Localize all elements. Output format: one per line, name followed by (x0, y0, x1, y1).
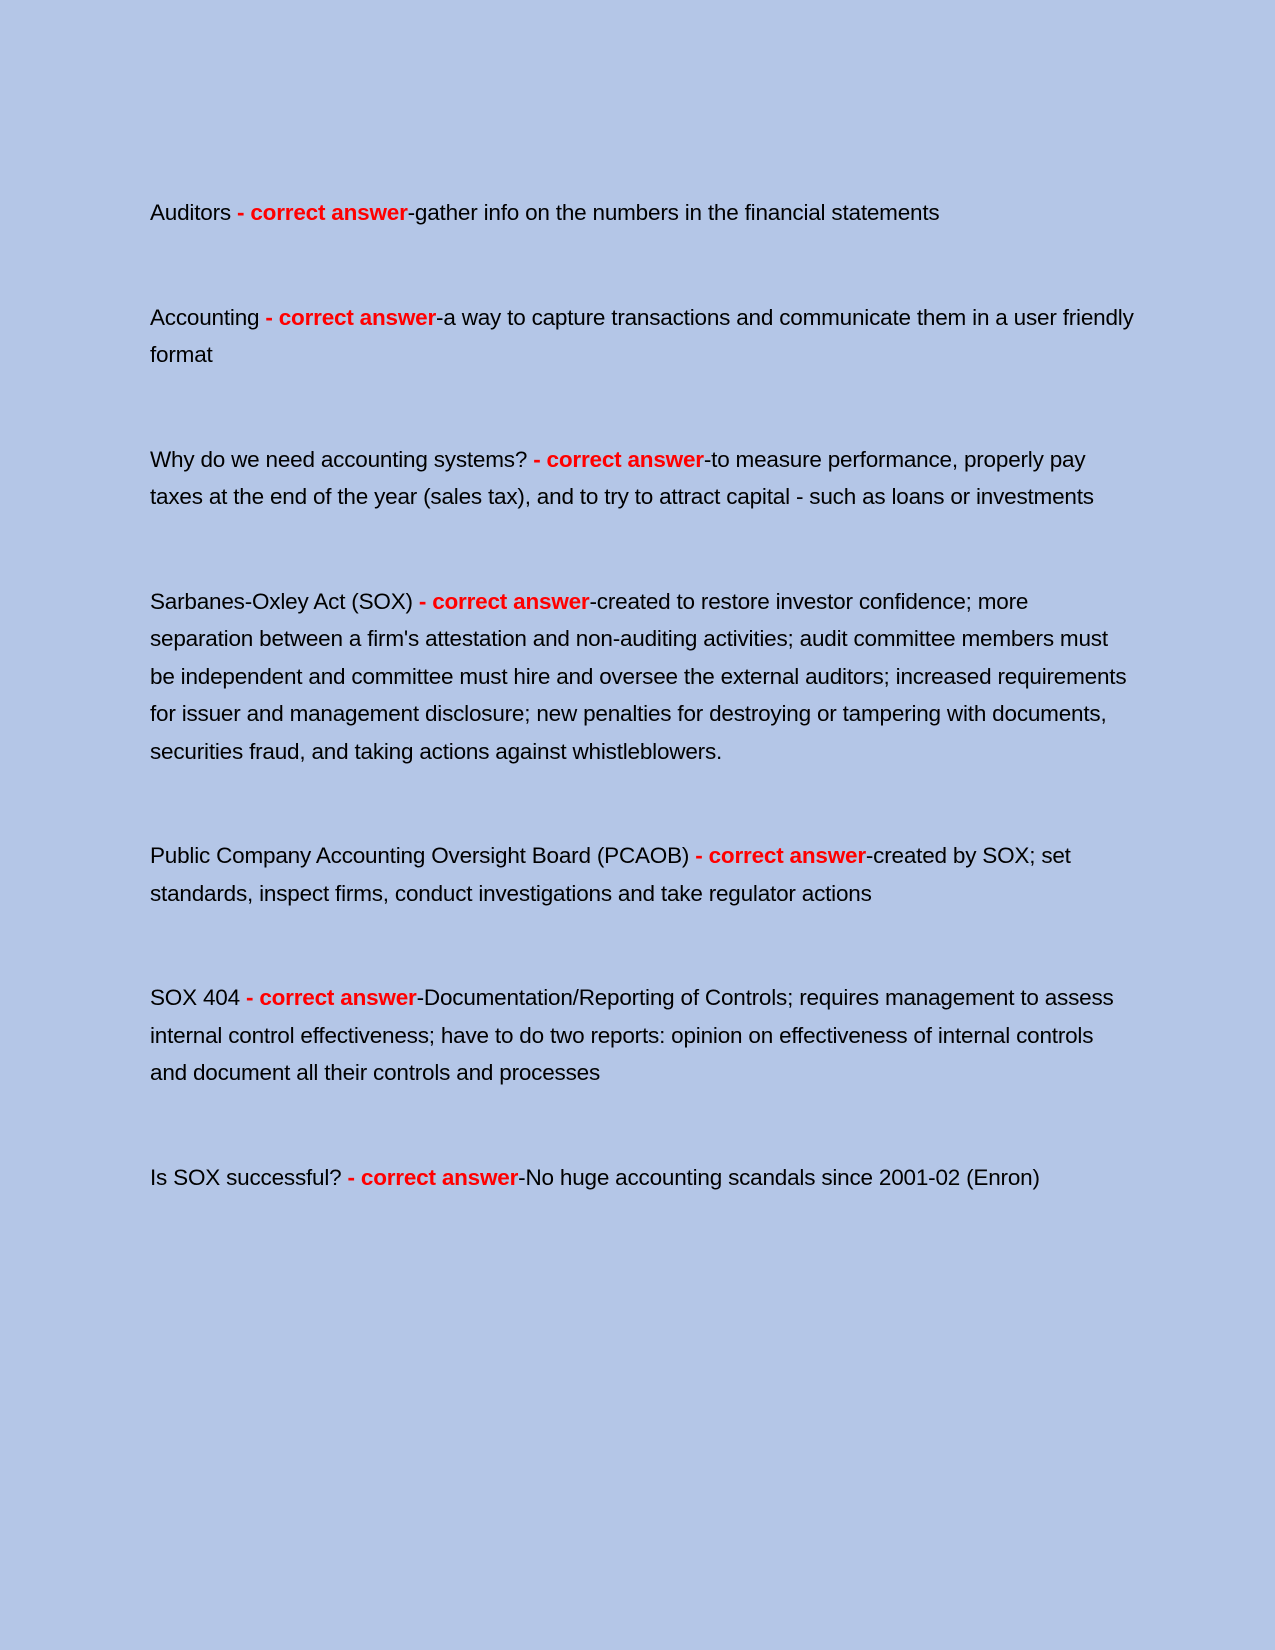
term: Why do we need accounting systems? (150, 446, 534, 472)
flashcard-entry-pcaob (150, 837, 1135, 912)
flashcard-entry-accounting (150, 299, 1135, 374)
definition: -created to restore investor confidence; more separation between a firm's attestation and non-auditing activities; audit committee members must be independent and committee must hire and oversee the external auditors; increased requirements for issuer and management disclosure; new penalties for destroying or tampering with documents, securities fraud, and taking actions against whistleblowers. (150, 588, 1127, 764)
flashcard-entry-auditors (150, 194, 1135, 232)
term: SOX 404 (150, 985, 246, 1010)
definition: -to measure performance, properly pay taxes at the end of the year (sales tax), and to try to attract capital - such as loans or investments (150, 446, 1094, 509)
answer-marker: - correct answer (418, 588, 590, 614)
term: Public Company Accounting Oversight Board (PCAOB) (150, 843, 696, 868)
term: Accounting (150, 304, 266, 330)
definition: -gather info on the numbers in the financial statements (407, 200, 940, 225)
definition: -a way to capture transactions and communicate them in a user friendly format (150, 304, 1134, 367)
flashcard-entry-accounting-systems (150, 441, 1135, 516)
answer-marker: - correct answer (695, 843, 866, 868)
flashcard-entry-sox-success (150, 1159, 1135, 1197)
definition: -Documentation/Reporting of Controls; requires management to assess internal control effectiveness; have to do two reports: opinion on effectiveness of internal controls and document all their controls and processes (150, 985, 1114, 1085)
answer-marker: - correct answer (265, 304, 437, 330)
flashcard-entry-sox (150, 583, 1135, 771)
document-page (150, 194, 1135, 1263)
term: Is SOX successful? (150, 1164, 348, 1190)
flashcard-entry-sox-404 (150, 979, 1135, 1092)
term: Sarbanes-Oxley Act (SOX) (150, 588, 419, 614)
definition: -created by SOX; set standards, inspect firms, conduct investigations and take regulator actions (150, 843, 1071, 906)
definition: -No huge accounting scandals since 2001-02 (Enron) (518, 1164, 1040, 1190)
answer-marker: - correct answer (533, 446, 704, 472)
answer-marker: - correct answer (245, 985, 417, 1010)
term: Auditors (150, 200, 237, 225)
answer-marker: - correct answer (347, 1164, 519, 1190)
answer-marker: - correct answer (237, 200, 408, 225)
